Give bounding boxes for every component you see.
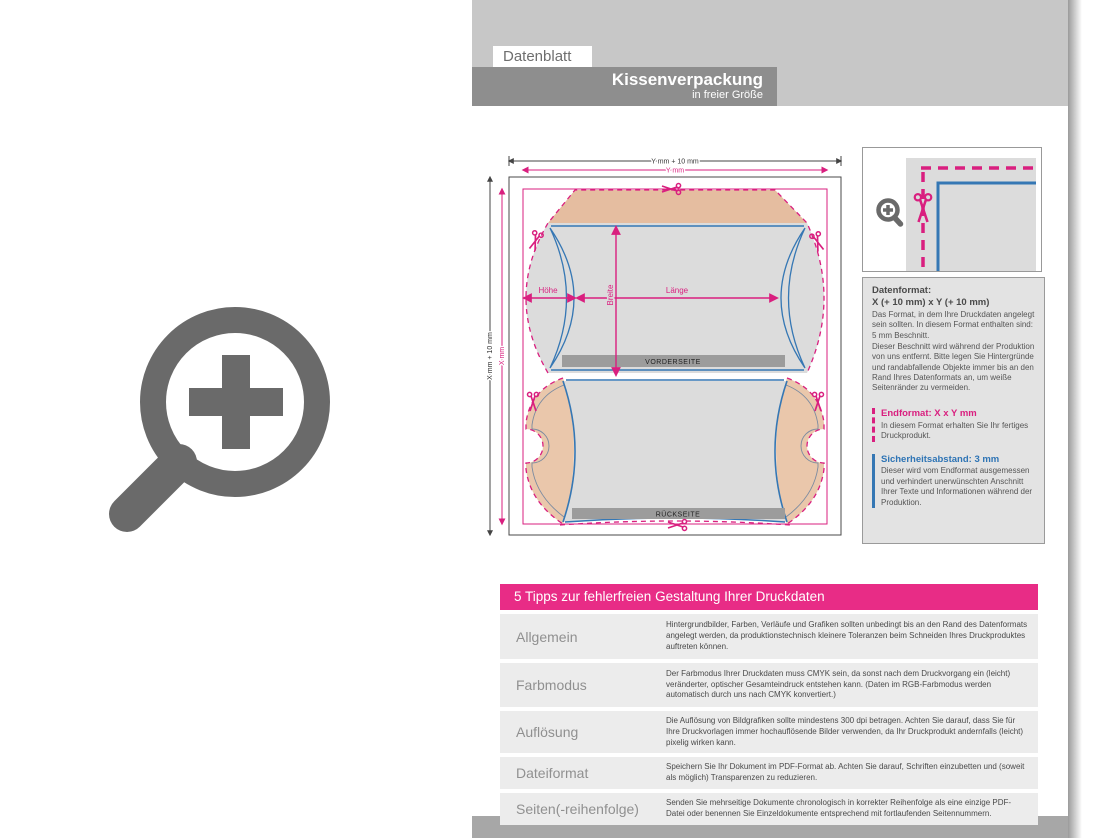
tip-text: Speichern Sie Ihr Dokument im PDF-Format ab. Achten Sie darauf, Schriften einzubetten und (soweit als möglich) Transparenzen zu reduzieren. xyxy=(666,762,1025,783)
tip-label: Allgemein xyxy=(516,628,578,645)
tips-table xyxy=(500,584,1038,825)
zoom-plus-icon-small xyxy=(879,201,901,225)
breite-label: Breite xyxy=(606,284,615,306)
dim-label-height-outer: X mm + 10 mm xyxy=(487,332,494,380)
back-panel xyxy=(563,381,787,522)
tip-text: Die Auflösung von Bildgrafiken sollte mindestens 300 dpi betragen. Achten Sie darauf, dass Sie für Ihre Druckvorlagen immer hochauflösende Bilder verwenden, da Ihr Druckprodukt andernfalls (leicht) pixelig wirken kann. xyxy=(666,716,1024,747)
tip-label: Auflösung xyxy=(516,724,579,741)
tip-label: Farbmodus xyxy=(516,677,587,693)
dim-label-width-outer: Y mm + 10 mm xyxy=(651,158,699,166)
page-subtitle: in freier Größe xyxy=(692,89,763,101)
datenblatt-tab-label: Datenblatt xyxy=(503,48,572,65)
tip-text: Hintergrundbilder, Farben, Verläufe und Grafiken sollten unbedingt bis an den Rand des Datenformats angelegt werden, da produktionstechnisch kleinere Toleranzen beim Schneiden Ihres Druckproduktes auftreten können. xyxy=(666,620,1028,651)
endformat-block xyxy=(872,408,1036,442)
hoehe-label: Höhe xyxy=(538,286,558,295)
table-row xyxy=(500,663,1038,707)
table-row xyxy=(500,757,1038,789)
table-row xyxy=(500,793,1038,825)
diecut-diagram xyxy=(480,145,856,595)
endformat-text: In diesem Format erhalten Sie Ihr fertiges Druckprodukt. xyxy=(881,420,1029,441)
sheet-edge-shadow xyxy=(1068,0,1082,838)
tips-header: 5 Tipps zur fehlerfreien Gestaltung Ihrer Druckdaten xyxy=(500,584,1038,610)
magnifier-handle xyxy=(127,462,179,514)
datenformat-text2: Dieser Beschnitt wird während der Produktion von uns entfernt. Bitte legen Sie Hintergründe und randabfallende Objekte immer bis an den Rand Ihres Datenformats an, um weiße Seitenränder zu vermeiden. xyxy=(872,341,1035,393)
sicherheitsabstand-text: Dieser wird vom Endformat ausgemessen und verhindert unerwünschten Anschnitt Ihrer Texte und Informationen während der Produktion. xyxy=(881,466,1033,507)
dim-label-height-inner: X mm xyxy=(499,346,506,366)
page-title: Kissenverpackung xyxy=(611,70,763,89)
plus-vertical xyxy=(222,355,250,449)
datenformat-text1: Das Format, in dem Ihre Druckdaten angelegt sein sollten. In diesem Format enthalten sind: 5 mm Beschnitt. xyxy=(872,309,1035,340)
tip-text: Senden Sie mehrseitige Dokumente chronologisch in korrekter Reihenfolge als eine einzige PDF-Datei oder benennen Sie Einzeldokumente entsprechend mit fortlaufenden Seitennummern. xyxy=(666,797,1012,818)
sicherheitsabstand-title: Sicherheitsabstand: 3 mm xyxy=(881,453,1000,465)
sicherheitsabstand-block xyxy=(872,454,1036,508)
corner-detail-diagram xyxy=(863,148,1041,271)
table-row xyxy=(500,711,1038,753)
title-band xyxy=(472,67,777,106)
dim-label-width-inner: Y mm xyxy=(665,167,685,175)
corner-detail-box xyxy=(862,147,1042,272)
datenblatt-tab xyxy=(493,46,592,67)
front-label: VORDERSEITE xyxy=(645,359,701,366)
back-label: RÜCKSEITE xyxy=(655,511,701,519)
tip-label: Dateiformat xyxy=(516,765,589,782)
zoom-plus-icon xyxy=(95,272,385,562)
datenformat-title: Datenformat: xyxy=(872,285,932,296)
endformat-title: Endformat: X x Y mm xyxy=(881,407,977,419)
tip-text: Der Farbmodus Ihrer Druckdaten muss CMYK sein, da sonst nach dem Druckvorgang ein (leicht) veränderter, optischer Gesamteindruck entstehen kann. (Daten im RGB-Farbmodus werden automatisch durch uns nach CMYK konvertiert.) xyxy=(666,668,1011,700)
table-row xyxy=(500,614,1038,659)
format-info-panel xyxy=(862,277,1045,544)
tip-label: Seiten(-reihenfolge) xyxy=(516,800,639,817)
laenge-label: Länge xyxy=(665,286,689,295)
datenformat-value: X (+ 10 mm) x Y (+ 10 mm) xyxy=(872,296,990,308)
